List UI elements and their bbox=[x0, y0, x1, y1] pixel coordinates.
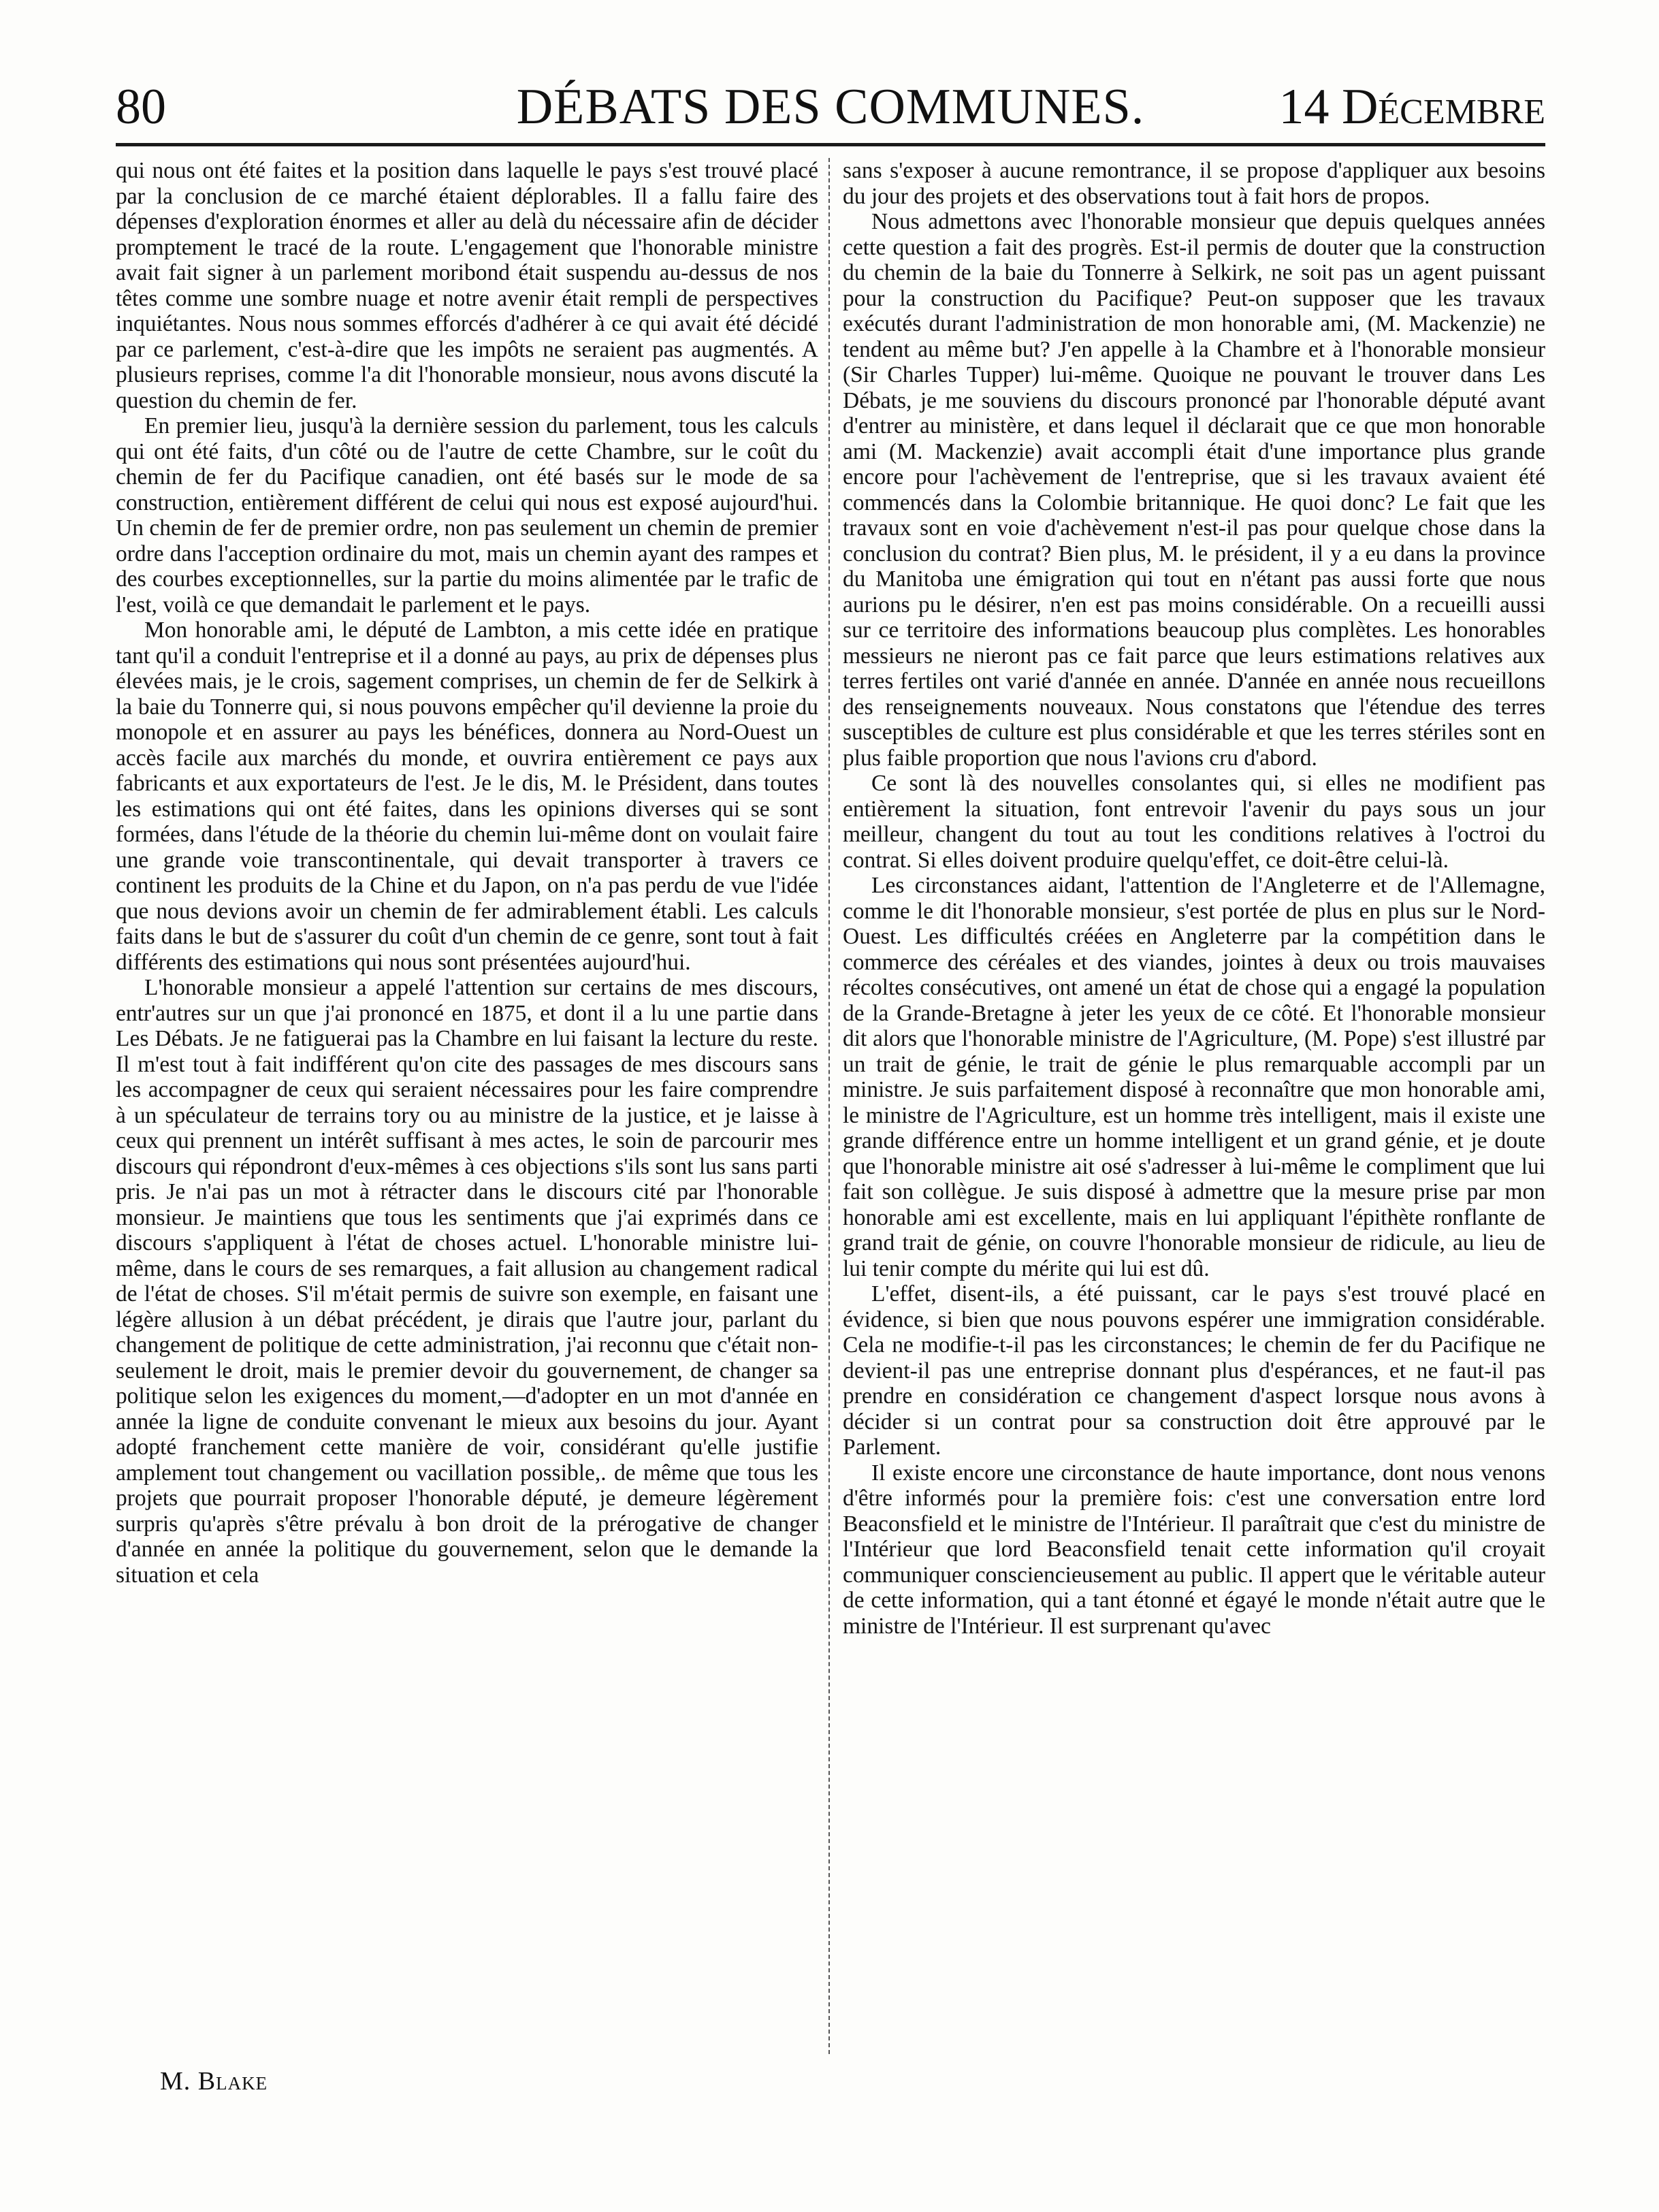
header-rule bbox=[116, 143, 1545, 146]
paragraph: Ce sont là des nouvelles consolantes qui, si elles ne modifient pas entièrement la situation, font entrevoir l'avenir du pays sous un jour meilleur, changent du tout au tout les conditions relatives à l'octroi du contrat. Si elles doivent produire quelqu'effet, ce doit-être celui-là. bbox=[843, 771, 1545, 873]
paragraph: qui nous ont été faites et la position dans laquelle le pays s'est trouvé placé par la conclusion de ce marché étaient déplorables. Il a fallu faire des dépenses d'exploration énormes et aller au delà du nécessaire afin de décider promptement le tracé de la route. L'engagement que l'honorable ministre avait fait signer à un parlement moribond était suspendu au-dessus de nos têtes comme une sombre nuage et notre avenir était rempli de perspectives inquiétantes. Nous nous sommes efforcés d'adhérer à ce qui avait été décidé par ce parlement, c'est-à-dire que les impôts ne seraient pas augmentés. A plusieurs reprises, comme l'a dit l'honorable monsieur, nous avons discuté la question du chemin de fer. bbox=[116, 158, 818, 413]
left-column bbox=[116, 158, 818, 2064]
paragraph: L'honorable monsieur a appelé l'attention sur certains de mes discours, entr'autres sur un que j'ai prononcé en 1875, et dont il a lu une partie dans Les Débats. Je ne fatiguerai pas la Chambre en lui faisant la lecture du reste. Il m'est tout à fait indifférent qu'on cite des passages de mes discours sans les accompagner de ceux qui seraient nécessaires pour les faire comprendre à un spéculateur de terrains tory ou au ministre de la justice, et je laisse à ceux qui prennent un intérêt suffisant à mes actes, le soin de parcourir mes discours qui répondront d'eux-mêmes à ces objections s'ils sont lus sans parti pris. Je n'ai pas un mot à rétracter dans le discours cité par l'honorable monsieur. Je maintiens que tous les sentiments que j'ai exprimés dans ce discours s'appliquent à l'état de choses actuel. L'honorable ministre lui-même, dans le cours de ses remarques, a fait allusion au changement radical de l'état de choses. S'il m'était permis de suivre son exemple, en faisant une légère allusion à un débat précédent, je dirais que l'autre jour, parlant du changement de politique de cette administration, j'ai reconnu que c'était non-seulement le droit, mais le premier devoir du gouvernement, de changer sa politique selon les exigences du moment,—d'adopter en un mot d'année en année la ligne de conduite convenant le mieux aux besoins du jour. Ayant adopté franchement cette manière de voir, considérant qu'elle justifie amplement tout changement ou vacillation possible,. de même que tous les projets que pourrait proposer l'honorable député, je demeure légèrement surpris qu'après s'être prévalu à bon droit de la prérogative de changer d'année en année la politique du gouvernement, selon que le demande la situation et cela bbox=[116, 975, 818, 1588]
page-number: 80 bbox=[116, 79, 166, 135]
paragraph: L'effet, disent-ils, a été puissant, car le pays s'est trouvé placé en évidence, si bien que nous pouvons espérer une immigration considérable. Cela ne modifie-t-il pas les circonstances; le chemin de fer du Pacifique ne devient-il pas une entreprise donnant plus d'espérances, et ne faut-il pas prendre en considération ce changement d'aspect lorsque nous avons à décider si un contrat pour sa construction doit être approuvé par le Parlement. bbox=[843, 1281, 1545, 1460]
publication-title: DÉBATS DES COMMUNES. bbox=[516, 79, 1145, 135]
paragraph: En premier lieu, jusqu'à la dernière session du parlement, tous les calculs qui ont été faits, d'un côté ou de l'autre de cette Chambre, sur le coût du chemin de fer du Pacifique canadien, ont été basés sur le mode de sa construction, entièrement différent de celui qui nous est exposé aujourd'hui. Un chemin de fer de premier ordre, non pas seulement un chemin de premier ordre dans l'acception ordinaire du mot, mais un chemin ayant des rampes et des courbes exceptionnelles, sur la partie du moins alimentée par le trafic de l'est, voilà ce que demandait le parlement et le pays. bbox=[116, 413, 818, 618]
right-column bbox=[843, 158, 1545, 2064]
speaker-footer: M. Blake bbox=[160, 2067, 268, 2096]
paragraph: Les circonstances aidant, l'attention de l'Angleterre et de l'Allemagne, comme le dit l'honorable monsieur, s'est portée de plus en plus sur le Nord-Ouest. Les difficultés créées en Angleterre par la compétition dans le commerce des céréales et des viandes, jointes à deux ou trois mauvaises récoltes consécutives, ont amené un état de chose qui a engagé la population de la Grande-Bretagne à jeter les yeux de ce côté. Et l'honorable monsieur dit alors que l'honorable ministre de l'Agriculture, (M. Pope) s'est illustré par un trait de génie, le trait de génie le plus remarquable accompli par un ministre. Je suis parfaitement disposé à reconnaître que mon honorable ami, le ministre de l'Agriculture, est un homme très intelligent, mais il existe une grande différence entre un homme intelligent et un grand génie, et je doute que l'honorable ministre ait osé s'adresser à lui-même le compliment que lui fait son collègue. Je suis disposé à admettre que la mesure prise par mon honorable ami est excellente, mais en lui appliquant l'épithète ronflante de grand trait de génie, on couvre l'honorable monsieur de ridicule, au lieu de lui tenir compte du mérite qui lui est dû. bbox=[843, 873, 1545, 1281]
running-header bbox=[116, 76, 1545, 138]
paragraph: sans s'exposer à aucune remontrance, il se propose d'appliquer aux besoins du jour des projets et des observations tout à fait hors de propos. bbox=[843, 158, 1545, 209]
paragraph: Mon honorable ami, le député de Lambton, a mis cette idée en pratique tant qu'il a conduit l'entreprise et il a donné au pays, au prix de dépenses plus élevées mais, je le crois, sagement comprises, un chemin de fer de Selkirk à la baie du Tonnerre qui, si nous pouvons empêcher qu'il devienne la proie du monopole et en assurer au pays les bénéfices, donnera au Nord-Ouest un accès facile aux marchés du monde, et ouvrira entièrement ce pays aux fabricants et aux exportateurs de l'est. Je le dis, M. le Président, dans toutes les estimations qui ont été faites, dans les opinions diverses qui se sont formées, dans l'étude de la théorie du chemin lui-même dont on voulait faire une grande voie transcontinentale, qui devait transporter à travers ce continent les produits de la Chine et du Japon, on n'a pas perdu de vue l'idée que nous devions avoir un chemin de fer admirablement établi. Les calculs faits dans le but de s'assurer du coût d'un chemin de ce genre, sont tout à fait différents des estimations qui nous sont présentées aujourd'hui. bbox=[116, 618, 818, 975]
header-date: 14 Décembre bbox=[1278, 79, 1545, 135]
paragraph: Il existe encore une circonstance de haute importance, dont nous venons d'être informés pour la première fois: c'est une conversation entre lord Beaconsfield et le ministre de l'Intérieur. Il paraîtrait que c'est du ministre de l'Intérieur que lord Beaconsfield tenait cette information qu'il croyait communiquer consciencieusement au public. Il appert que le véritable auteur de cette information, qui a tant étonné et égayé le monde n'était autre que le ministre de l'Intérieur. Il est surprenant qu'avec bbox=[843, 1460, 1545, 1639]
paragraph: Nous admettons avec l'honorable monsieur que depuis quelques années cette question a fait des progrès. Est-il permis de douter que la construction du chemin de la baie du Tonnerre à Selkirk, ne soit pas un agent puissant pour la construction du Pacifique? Peut-on supposer que les travaux exécutés durant l'administration de mon honorable ami, (M. Mackenzie) ne tendent au même but? J'en appelle à la Chambre et à l'honorable monsieur (Sir Charles Tupper) lui-même. Quoique ne pouvant le trouver dans Les Débats, je me souviens du discours prononcé par l'honorable député avant d'entrer au ministère, et dans lequel il déclarait que ce que mon honorable ami (M. Mackenzie) avait accompli était d'une importance plus grande encore pour l'achèvement de l'entreprise, que si les travaux avaient été commencés dans la Colombie britannique. He quoi donc? Le fait que les travaux sont en voie d'achèvement n'est-il pas pour quelque chose dans la conclusion du contrat? Bien plus, M. le président, il y a eu dans la province du Manitoba une émigration qui tout en n'étant pas aussi forte que nous aurions pu le désirer, n'en est pas moins considérable. On a recueilli aussi sur ce territoire des informations beaucoup plus complètes. Les honorables messieurs ne nieront pas ce fait parce que leurs estimations relatives aux terres fertiles ont varié d'année en année. D'année en année nous recueillons des renseignements nouveaux. Nous constatons que l'étendue des terres susceptibles de culture est plus considérable et que les terres stériles sont en plus faible proportion que nous l'avions cru d'abord. bbox=[843, 209, 1545, 771]
column-divider bbox=[828, 158, 830, 2054]
